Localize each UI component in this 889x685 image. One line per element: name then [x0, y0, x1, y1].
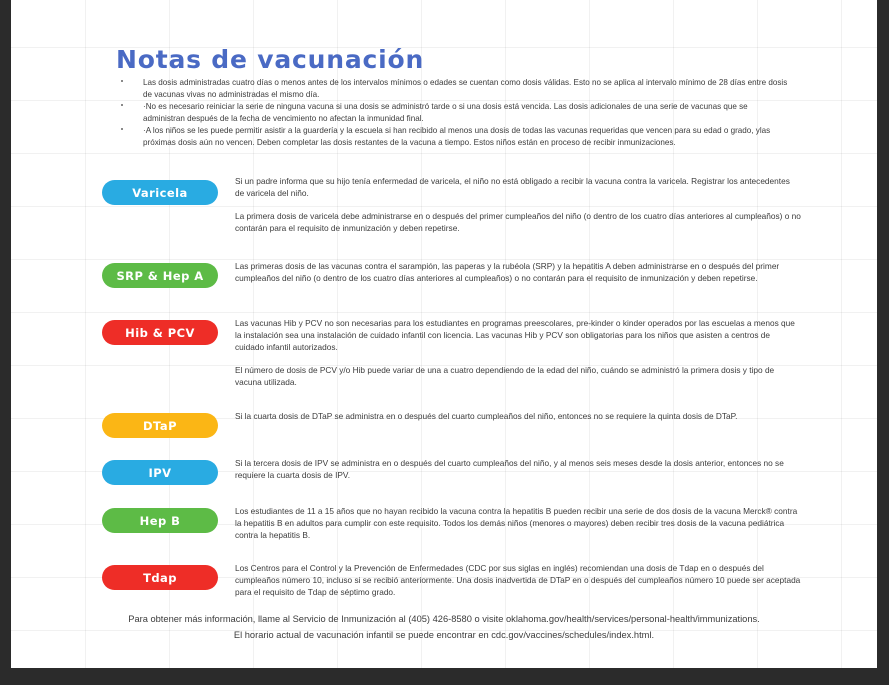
section-body-srp-hepa: [235, 261, 801, 285]
section-badge-hep-b[interactable]: Hep B: [102, 508, 218, 533]
section-badge-tdap[interactable]: Tdap: [102, 565, 218, 590]
section-badge-varicela[interactable]: Varicela: [102, 180, 218, 205]
paragraph: El número de dosis de PCV y/o Hib puede variar de una a cuatro dependiendo de la edad del niño, cuándo se administró la primera dosis y tipo de vacuna utilizada.: [235, 364, 775, 387]
paragraph: Las primeras dosis de las vacunas contra el sarampión, las paperas y la rubéola (SRP) y la hepatitis A deben administrarse en o después del primer cumpleaños del niño (o dentro de los cuatro días anteriores al cumpleaños) o no contarán para el requisito de inmunización y deben repetirse.: [235, 261, 780, 283]
list-item: [119, 125, 789, 148]
paragraph: Los Centros para el Control y la Prevención de Enfermedades (CDC por sus siglas en inglés) recomiendan una dosis de Tdap en o después del cumpleaños número 10, incluso si se recibió anteriormente. Una dosis inadvertida de DTaP en o después del cumpleaños número 10 puede ser aceptada para el requisito de Tdap de séptimo grado.: [235, 563, 801, 597]
paragraph: Si la tercera dosis de IPV se administra en o después del cuarto cumpleaños del niño, y al menos seis meses desde la dosis anterior, entonces no se requiere la cuarta dosis de IPV.: [235, 458, 784, 480]
section-body-tdap: [235, 563, 801, 599]
page-title: Notas de vacunación: [116, 45, 425, 74]
section-badge-ipv[interactable]: IPV: [102, 460, 218, 485]
bullet-dot-icon: [121, 80, 123, 82]
list-item-text: Las dosis administradas cuatro días o menos antes de los intervalos mínimos o edades se cuentan como dosis válidas. Esto no se aplica al intervalo mínimo de 28 días entre dosis de vacunas vivas no administradas el mismo día.: [143, 78, 788, 99]
section-body-hib-pcv: [235, 318, 801, 389]
section-body-varicela: [235, 176, 801, 235]
bullet-dot-icon: [121, 128, 123, 130]
paragraph: Si un padre informa que su hijo tenía enfermedad de varicela, el niño no está obligado a recibir la vacuna contra la varicela. Registrar los antecedentes de varicela del niño.: [235, 176, 790, 198]
paragraph: Las vacunas Hib y PCV no son necesarias para los estudiantes en programas preescolares, pre-kinder o kinder operados por las escuelas a menos que la instalación sea una instalación de cuidado infantil con licencia. Las vacunas Hib y PCV son obligatorias para los niños que asisten a centros de cuidado infantil autorizados.: [235, 318, 795, 352]
paragraph: La primera dosis de varicela debe administrarse en o después del primer cumpleaños del niño (o dentro de los cuatro días anteriores al cumpleaños) o no contarán para el requisito de inmunización y deben repetirse.: [235, 210, 801, 233]
footer-contact-line: Para obtener más información, llame al Servicio de Inmunización al (405) 426-8580 o visite oklahoma.gov/health/services/personal-health/immunizations.: [128, 614, 760, 624]
paragraph: Si la cuarta dosis de DTaP se administra en o después del cuarto cumpleaños del niño, entonces no se requiere la quinta dosis de DTaP.: [235, 411, 738, 421]
document-content: [11, 0, 877, 668]
footer-schedule-line: El horario actual de vacunación infantil se puede encontrar en cdc.gov/vaccines/schedules/index.html.: [233, 630, 655, 640]
section-body-ipv: [235, 458, 801, 482]
section-body-hep-b: [235, 506, 801, 542]
paragraph: Los estudiantes de 11 a 15 años que no hayan recibido la vacuna contra la hepatitis B pueden recibir una serie de dos dosis de la vacuna Merck® contra la hepatitis B en adultos para cumplir con este requisito. Todos los demás niños (menores o mayores) deben recibir tres dosis de la vacuna pediátrica contra la hepatitis B.: [235, 506, 798, 540]
list-item: [119, 101, 789, 124]
section-body-dtap: [235, 411, 801, 423]
list-item: [119, 77, 789, 100]
list-item-text: ·A los niños se les puede permitir asistir a la guardería y la escuela si han recibido al menos una dosis de todas las vacunas requeridas que vencen para su edad o grado, ylas próximas dosis aún no vencen. Deben completar las dosis restantes de la vacuna a tiempo. Estos niños están en proceso de recibir inmunizaciones.: [143, 126, 771, 147]
document-sheet: [11, 0, 877, 668]
section-badge-srp-hepa[interactable]: SRP & Hep A: [102, 263, 218, 288]
section-badge-hib-pcv[interactable]: Hib & PCV: [102, 320, 218, 345]
list-item-text: ·No es necesario reiniciar la serie de ninguna vacuna si una dosis se administró tarde o si una dosis está vencida. Las dosis adicionales de una serie de vacunas que se administran después de la fecha de vencimiento no afectan la inmunidad final.: [143, 102, 748, 123]
bullet-dot-icon: [121, 104, 123, 106]
section-badge-dtap[interactable]: DTaP: [102, 413, 218, 438]
intro-bullet-list: [119, 77, 789, 150]
